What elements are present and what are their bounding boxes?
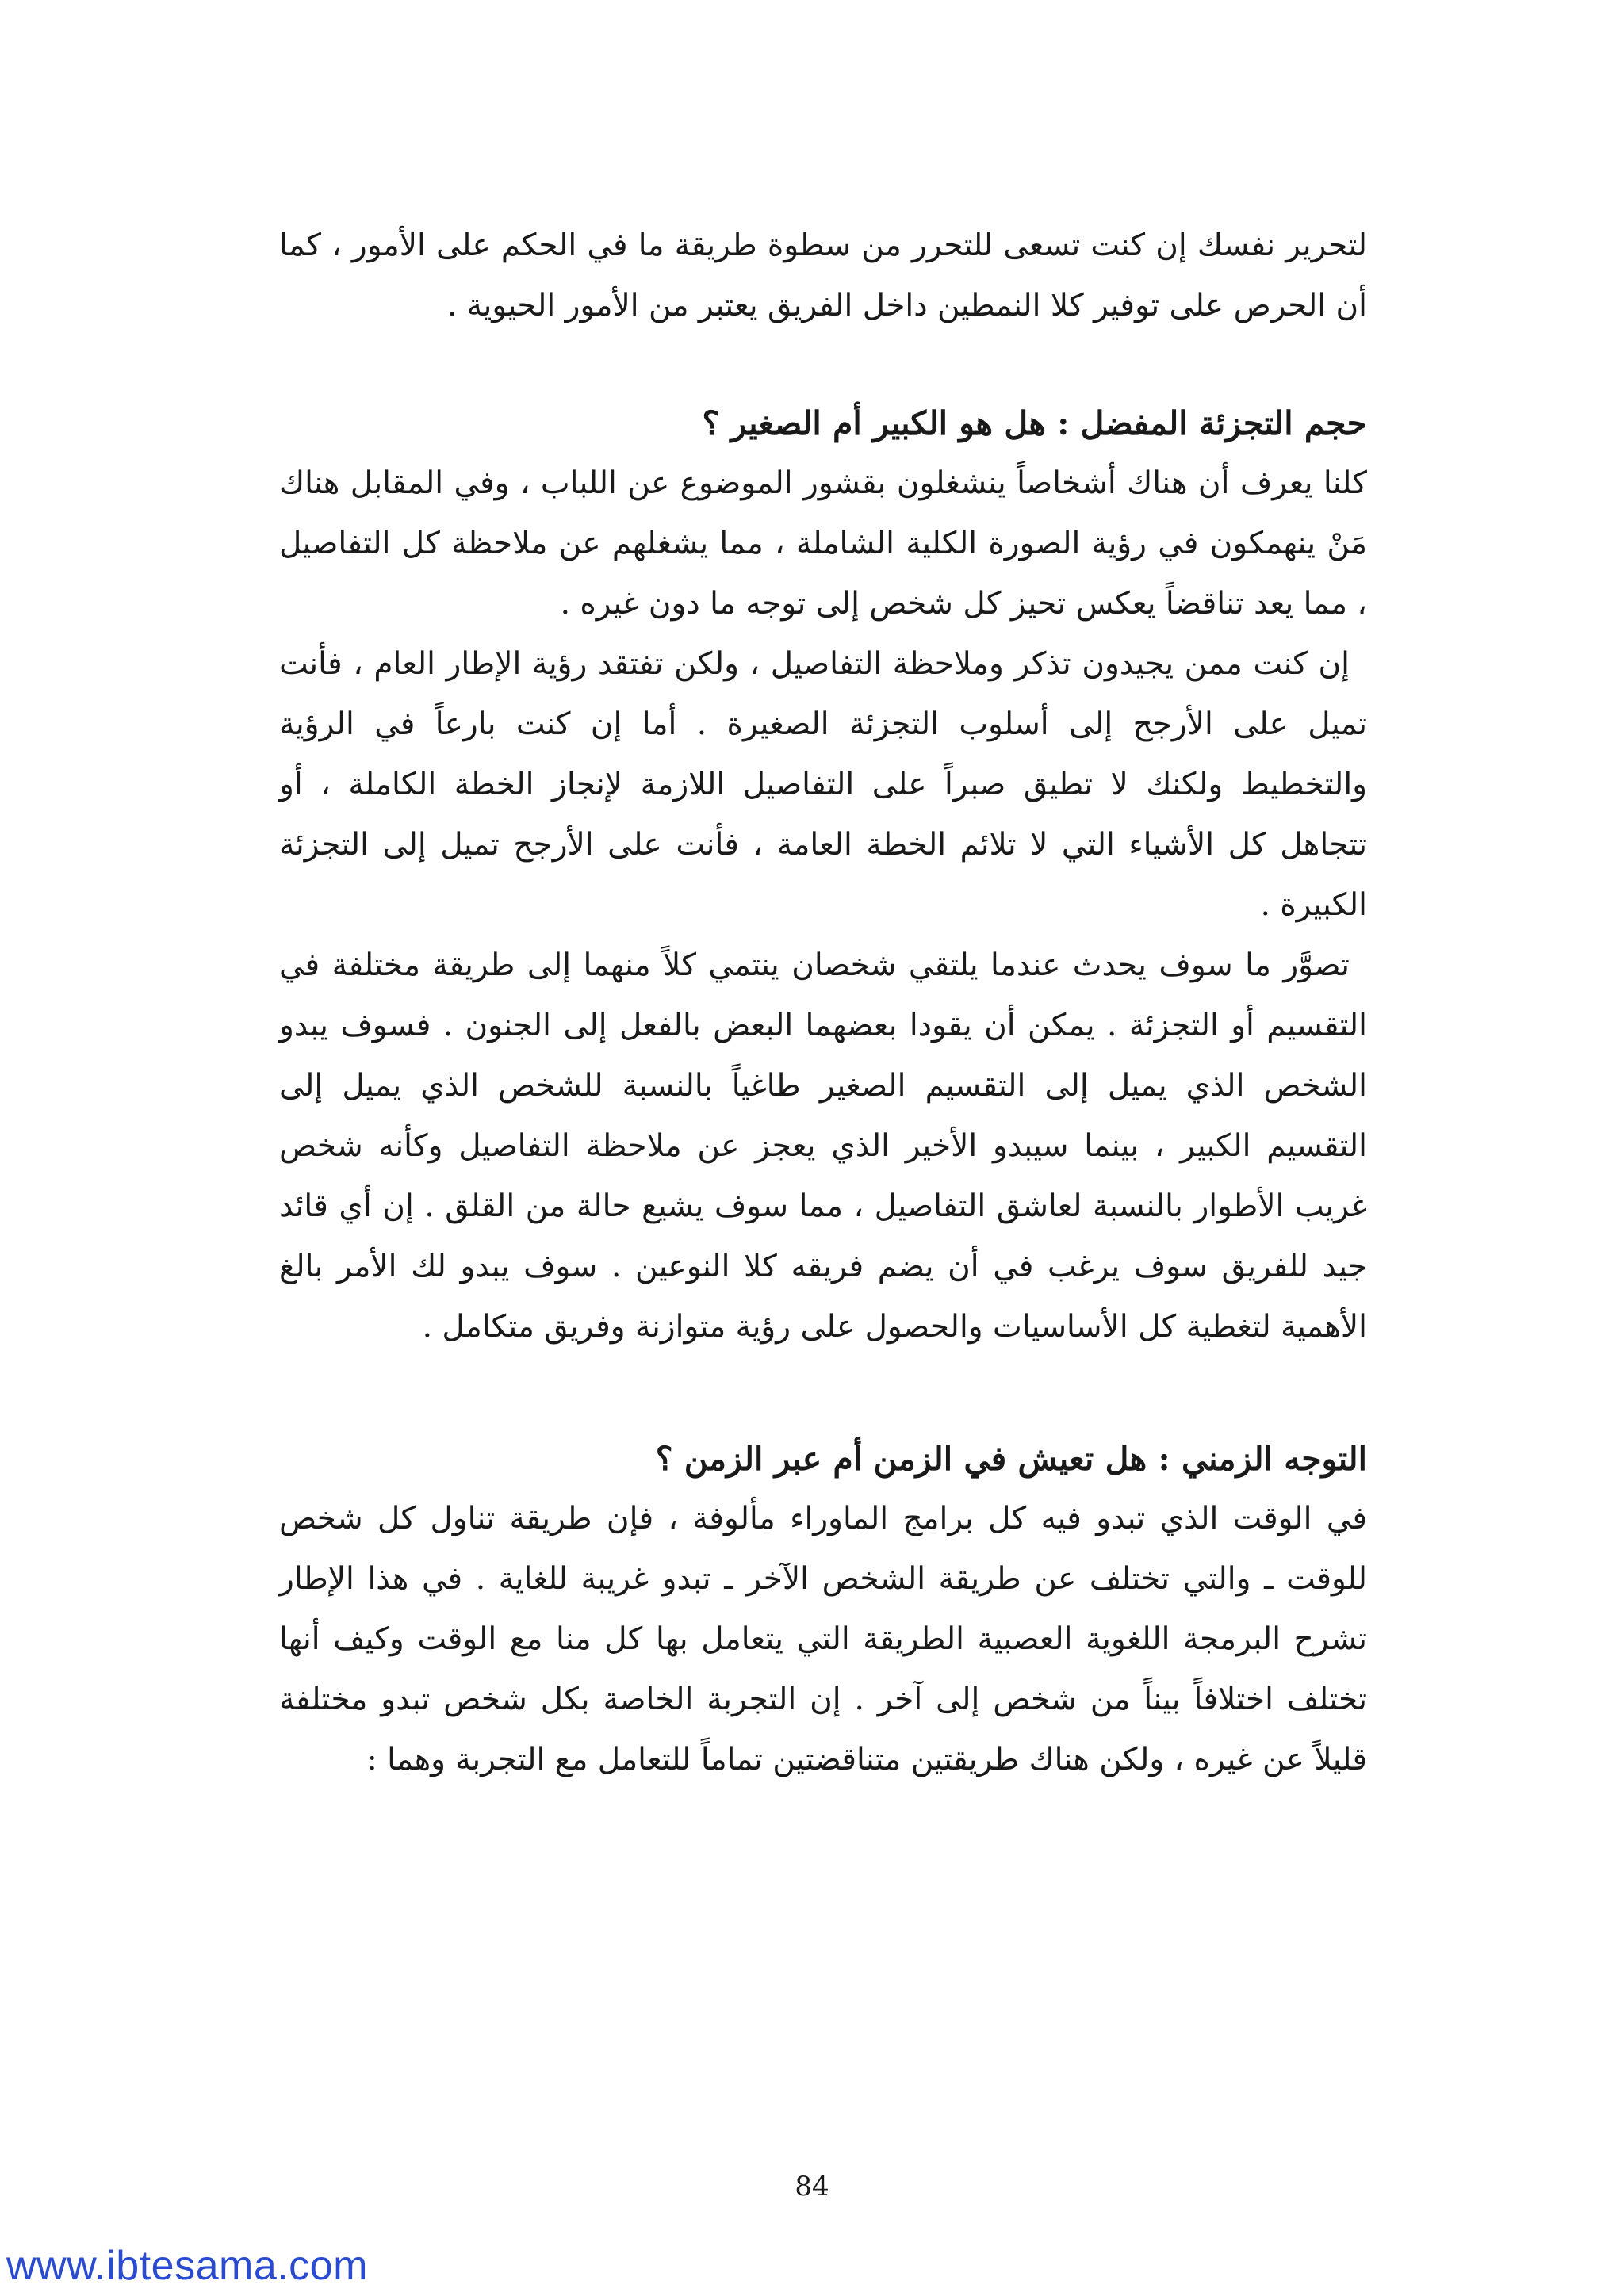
section-heading-time-orientation: التوجه الزمني : هل تعيش في الزمن أم عبر الزمن ؟ bbox=[655, 1440, 1367, 1478]
spacer bbox=[279, 1357, 1367, 1429]
page-body bbox=[279, 216, 1367, 1790]
page-number: 84 bbox=[795, 2171, 829, 2202]
body-paragraph: كلنا يعرف أن هناك أشخاصاً ينشغلون بقشور الموضوع عن اللباب ، وفي المقابل هناك مَنْ ينهمكون في رؤية الصورة الكلية الشاملة ، مما يشغلهم عن ملاحظة كل التفاصيل ، مما يعد تناقضاً يعكس تحيز كل شخص إلى توجه ما دون غيره . bbox=[279, 465, 1367, 622]
body-paragraph: إن كنت ممن يجيدون تذكر وملاحظة التفاصيل ، ولكن تفتقد رؤية الإطار العام ، فأنت تميل على الأرجح إلى أسلوب التجزئة الصغيرة . أما إن كنت بارعاً في الرؤية والتخطيط ولكنك لا تطيق صبراً على التفاصيل اللازمة لإنجاز الخطة الكاملة ، أو تتجاهل كل الأشياء التي لا تلائم الخطة العامة ، فأنت على الأرجح تميل إلى التجزئة الكبيرة . bbox=[279, 646, 1367, 923]
section-heading-chunk-size: حجم التجزئة المفضل : هل هو الكبير أم الصغير ؟ bbox=[702, 404, 1367, 442]
spacer bbox=[279, 336, 1367, 393]
body-paragraph: تصوَّر ما سوف يحدث عندما يلتقي شخصان ينتمي كلاً منهما إلى طريقة مختلفة في التقسيم أو التجزئة . يمكن أن يقودا بعضهما البعض بالفعل إلى الجنون . فسوف يبدو الشخص الذي يميل إلى التقسيم الصغير طاغياً بالنسبة للشخص الذي يميل إلى التقسيم الكبير ، بينما سيبدو الأخير الذي يعجز عن ملاحظة التفاصيل وكأنه شخص غريب الأطوار بالنسبة لعاشق التفاصيل ، مما سوف يشيع حالة من القلق . إن أي قائد جيد للفريق سوف يرغب في أن يضم فريقه كلا النوعين . سوف يبدو لك الأمر بالغ الأهمية لتغطية كل الأساسيات والحصول على رؤية متوازنة وفريق متكامل . bbox=[279, 947, 1367, 1345]
website-watermark-link[interactable]: www.ibtesama.com bbox=[6, 2243, 368, 2289]
intro-paragraph: لتحرير نفسك إن كنت تسعى للتحرر من سطوة طريقة ما في الحكم على الأمور ، كما أن الحرص على توفير كلا النمطين داخل الفريق يعتبر من الأمور الحيوية . bbox=[279, 228, 1367, 323]
body-paragraph: في الوقت الذي تبدو فيه كل برامج الماوراء مألوفة ، فإن طريقة تناول كل شخص للوقت ـ والتي تختلف عن طريقة الشخص الآخر ـ تبدو غريبة للغاية . في هذا الإطار تشرح البرمجة اللغوية العصبية الطريقة التي يتعامل بها كل منا مع الوقت وكيف أنها تختلف اختلافاً بيناً من شخص إلى آخر . إن التجربة الخاصة بكل شخص تبدو مختلفة قليلاً عن غيره ، ولكن هناك طريقتين متناقضتين تماماً للتعامل مع التجربة وهما : bbox=[279, 1501, 1367, 1777]
